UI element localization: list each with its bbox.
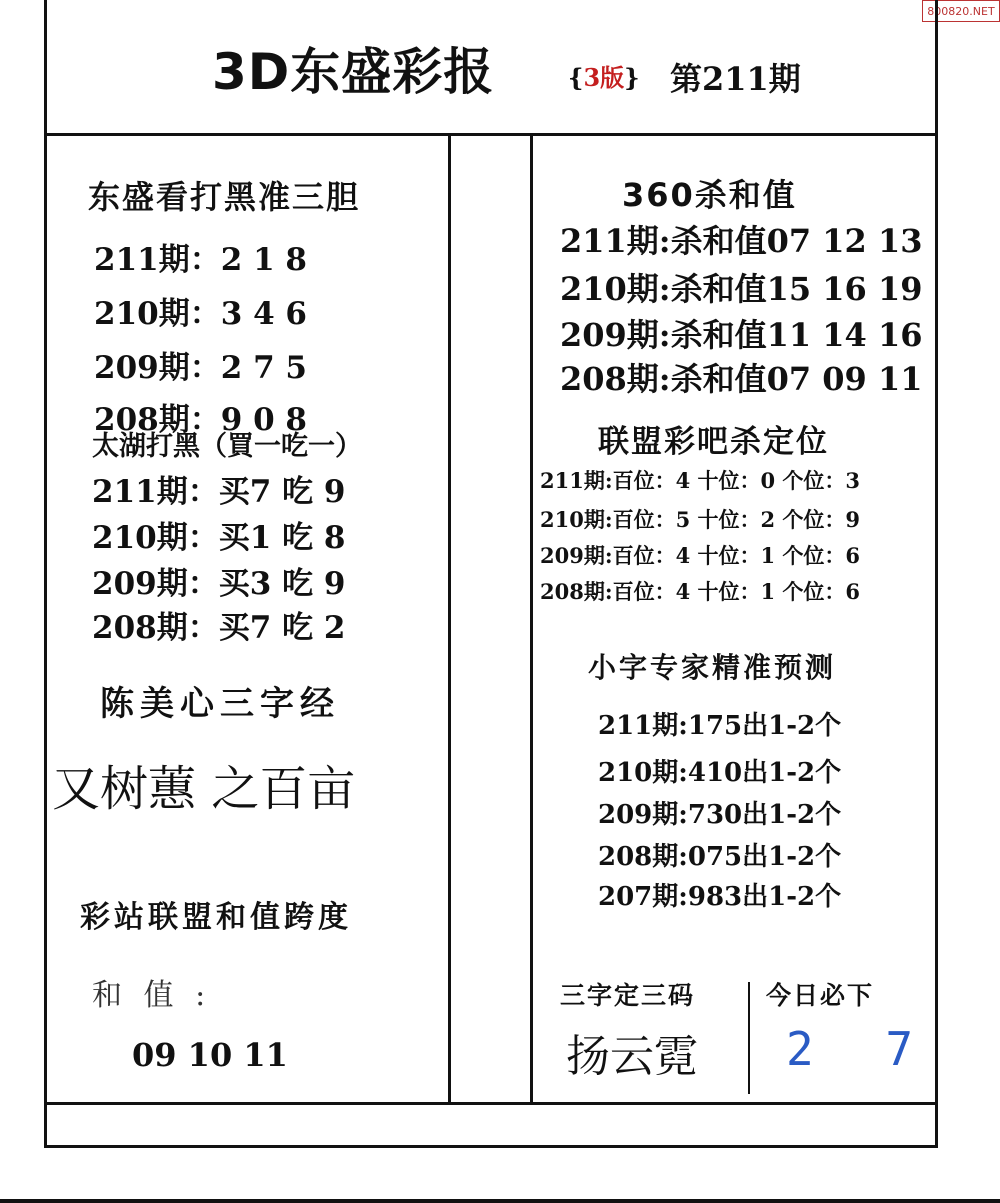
column-divider-left: [448, 136, 451, 1102]
left-sec1-title: 东盛看打黑准三胆: [88, 178, 361, 216]
header-divider: [44, 133, 938, 136]
must-pick-title: 今日必下: [766, 981, 875, 1010]
right-sec3-title: 小字专家精准预测: [588, 651, 837, 684]
right-sec3-row: 211期:175出1-2个: [598, 711, 842, 741]
right-sec2-title: 联盟彩吧杀定位: [598, 424, 829, 460]
edition-badge: [568, 58, 640, 93]
left-sec1-row: 211期：2 1 8: [94, 242, 308, 278]
site-watermark: 800820.NET: [922, 0, 1000, 22]
right-sec1-row: 211期:杀和值07 12 13: [560, 222, 923, 260]
footer-divider: [44, 1102, 938, 1105]
right-sec1-row: 210期:杀和值15 16 19: [560, 270, 923, 308]
right-sec3-row: 208期:075出1-2个: [598, 842, 842, 872]
three-code-title: 三字定三码: [560, 981, 696, 1010]
left-sec1-row: 208期：9 0 8: [94, 402, 308, 438]
right-sec2-row: 209期:百位：4 十位：1 个位：6: [540, 543, 861, 568]
left-sec2-row: 209期：买3 吃 9: [92, 566, 346, 602]
sum-values: 09 10 11: [132, 1036, 288, 1074]
right-sec2-row: 211期:百位：4 十位：0 个位：3: [540, 468, 861, 493]
edition-close: }: [624, 63, 640, 92]
right-sec1-row: 209期:杀和值11 14 16: [560, 316, 923, 354]
edition-number: 3版: [583, 63, 625, 92]
bottom-right-divider: [748, 982, 750, 1094]
left-sec2-title: 太湖打黑（買一吃一）: [92, 431, 362, 462]
right-sec3-row: 209期:730出1-2个: [598, 800, 842, 830]
left-sec2-row: 210期：买1 吃 8: [92, 520, 346, 556]
issue-number: 第211期: [670, 60, 801, 98]
left-sec1-row: 210期：3 4 6: [94, 296, 308, 332]
must-pick-numbers: 2 7: [786, 1022, 936, 1076]
newspaper-title: 3D东盛彩报: [212, 43, 495, 101]
right-sec1-row: 208期:杀和值07 09 11: [560, 360, 923, 398]
edition-open: {: [568, 63, 584, 92]
right-sec2-row: 208期:百位：4 十位：1 个位：6: [540, 579, 861, 604]
sum-label: 和 值 :: [92, 978, 212, 1013]
left-sec3-title: 陈美心三字经: [100, 684, 340, 724]
right-sec2-row: 210期:百位：5 十位：2 个位：9: [540, 507, 861, 532]
right-sec3-row: 207期:983出1-2个: [598, 882, 842, 912]
page-bottom-rule: [0, 1199, 1000, 1203]
right-sec1-title: 360杀和值: [622, 176, 797, 214]
right-sec3-row: 210期:410出1-2个: [598, 758, 842, 788]
left-sec2-row: 208期：买7 吃 2: [92, 610, 346, 646]
three-code-name: 扬云霓: [566, 1031, 698, 1082]
left-sec1-row: 209期：2 7 5: [94, 350, 308, 386]
left-sec2-row: 211期：买7 吃 9: [92, 474, 346, 510]
column-divider-right: [530, 136, 533, 1102]
left-sec4-title: 彩站联盟和值跨度: [80, 900, 352, 935]
left-sec3-text: 又树蕙 之百亩: [52, 761, 356, 817]
